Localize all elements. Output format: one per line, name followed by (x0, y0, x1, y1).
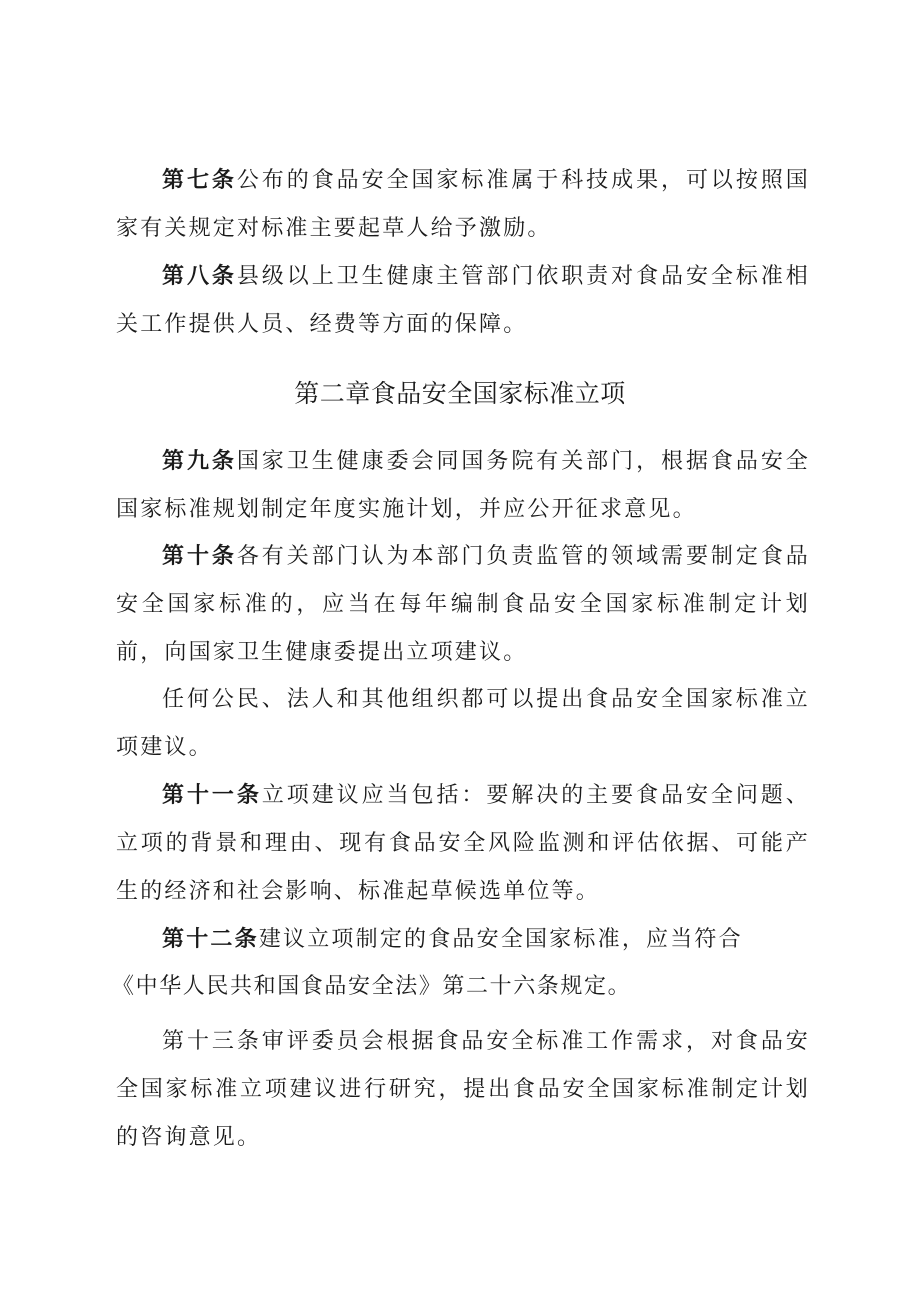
article-12 (116, 915, 810, 964)
article-10-paragraph-2 (116, 676, 810, 772)
article-7 (116, 156, 810, 253)
article-label: 第七条 (162, 167, 237, 193)
article-text: 各有关部门认为本部门负责监管的领域需要制定食品安全国家标准的，应当在每年编制食品安全国家标准制定计划前，向国家卫生健康委提出立项建议。 (116, 544, 810, 665)
article-text: 县级以上卫生健康主管部门依职责对食品安全标准相关工作提供人员、经费等方面的保障。 (116, 264, 810, 337)
article-label: 第十二条 (162, 926, 259, 952)
article-text: 国家卫生健康委会同国务院有关部门，根据食品安全国家标准规划制定年度实施计划，并应公开征求意见。 (116, 449, 810, 522)
article-text: 建议立项制定的食品安全国家标准，应当符合 (258, 927, 743, 952)
article-label: 第八条 (162, 263, 237, 289)
article-13: 第十三条审评委员会根据食品安全标准工作需求，对食品安全国家标准立项建议进行研究，提出食品安全国家标准制定计划的咨询意见。 (116, 1029, 810, 1150)
article-text: 公布的食品安全国家标准属于科技成果，可以按照国家有关规定对标准主要起草人给予激励。 (116, 168, 810, 241)
article-label: 第十一条 (162, 782, 262, 808)
article-11 (116, 771, 810, 916)
article-text: 立项建议应当包括：要解决的主要食品安全问题、立项的背景和理由、现有食品安全风险监测和评估依据、可能产生的经济和社会影响、标准起草候选单位等。 (116, 783, 810, 904)
article-label: 第九条 (162, 448, 237, 474)
article-label: 第十条 (162, 543, 237, 569)
law-reference: 《中华人民共和国食品安全法》第二十六条规定。 (112, 974, 632, 999)
paragraph-text: 任何公民、法人和其他组织都可以提出食品安全国家标准立项建议。 (116, 687, 810, 760)
chapter-heading: 第二章食品安全国家标准立项 (294, 379, 626, 408)
article-10 (116, 532, 810, 677)
article-9 (116, 437, 810, 534)
article-8 (116, 252, 810, 349)
